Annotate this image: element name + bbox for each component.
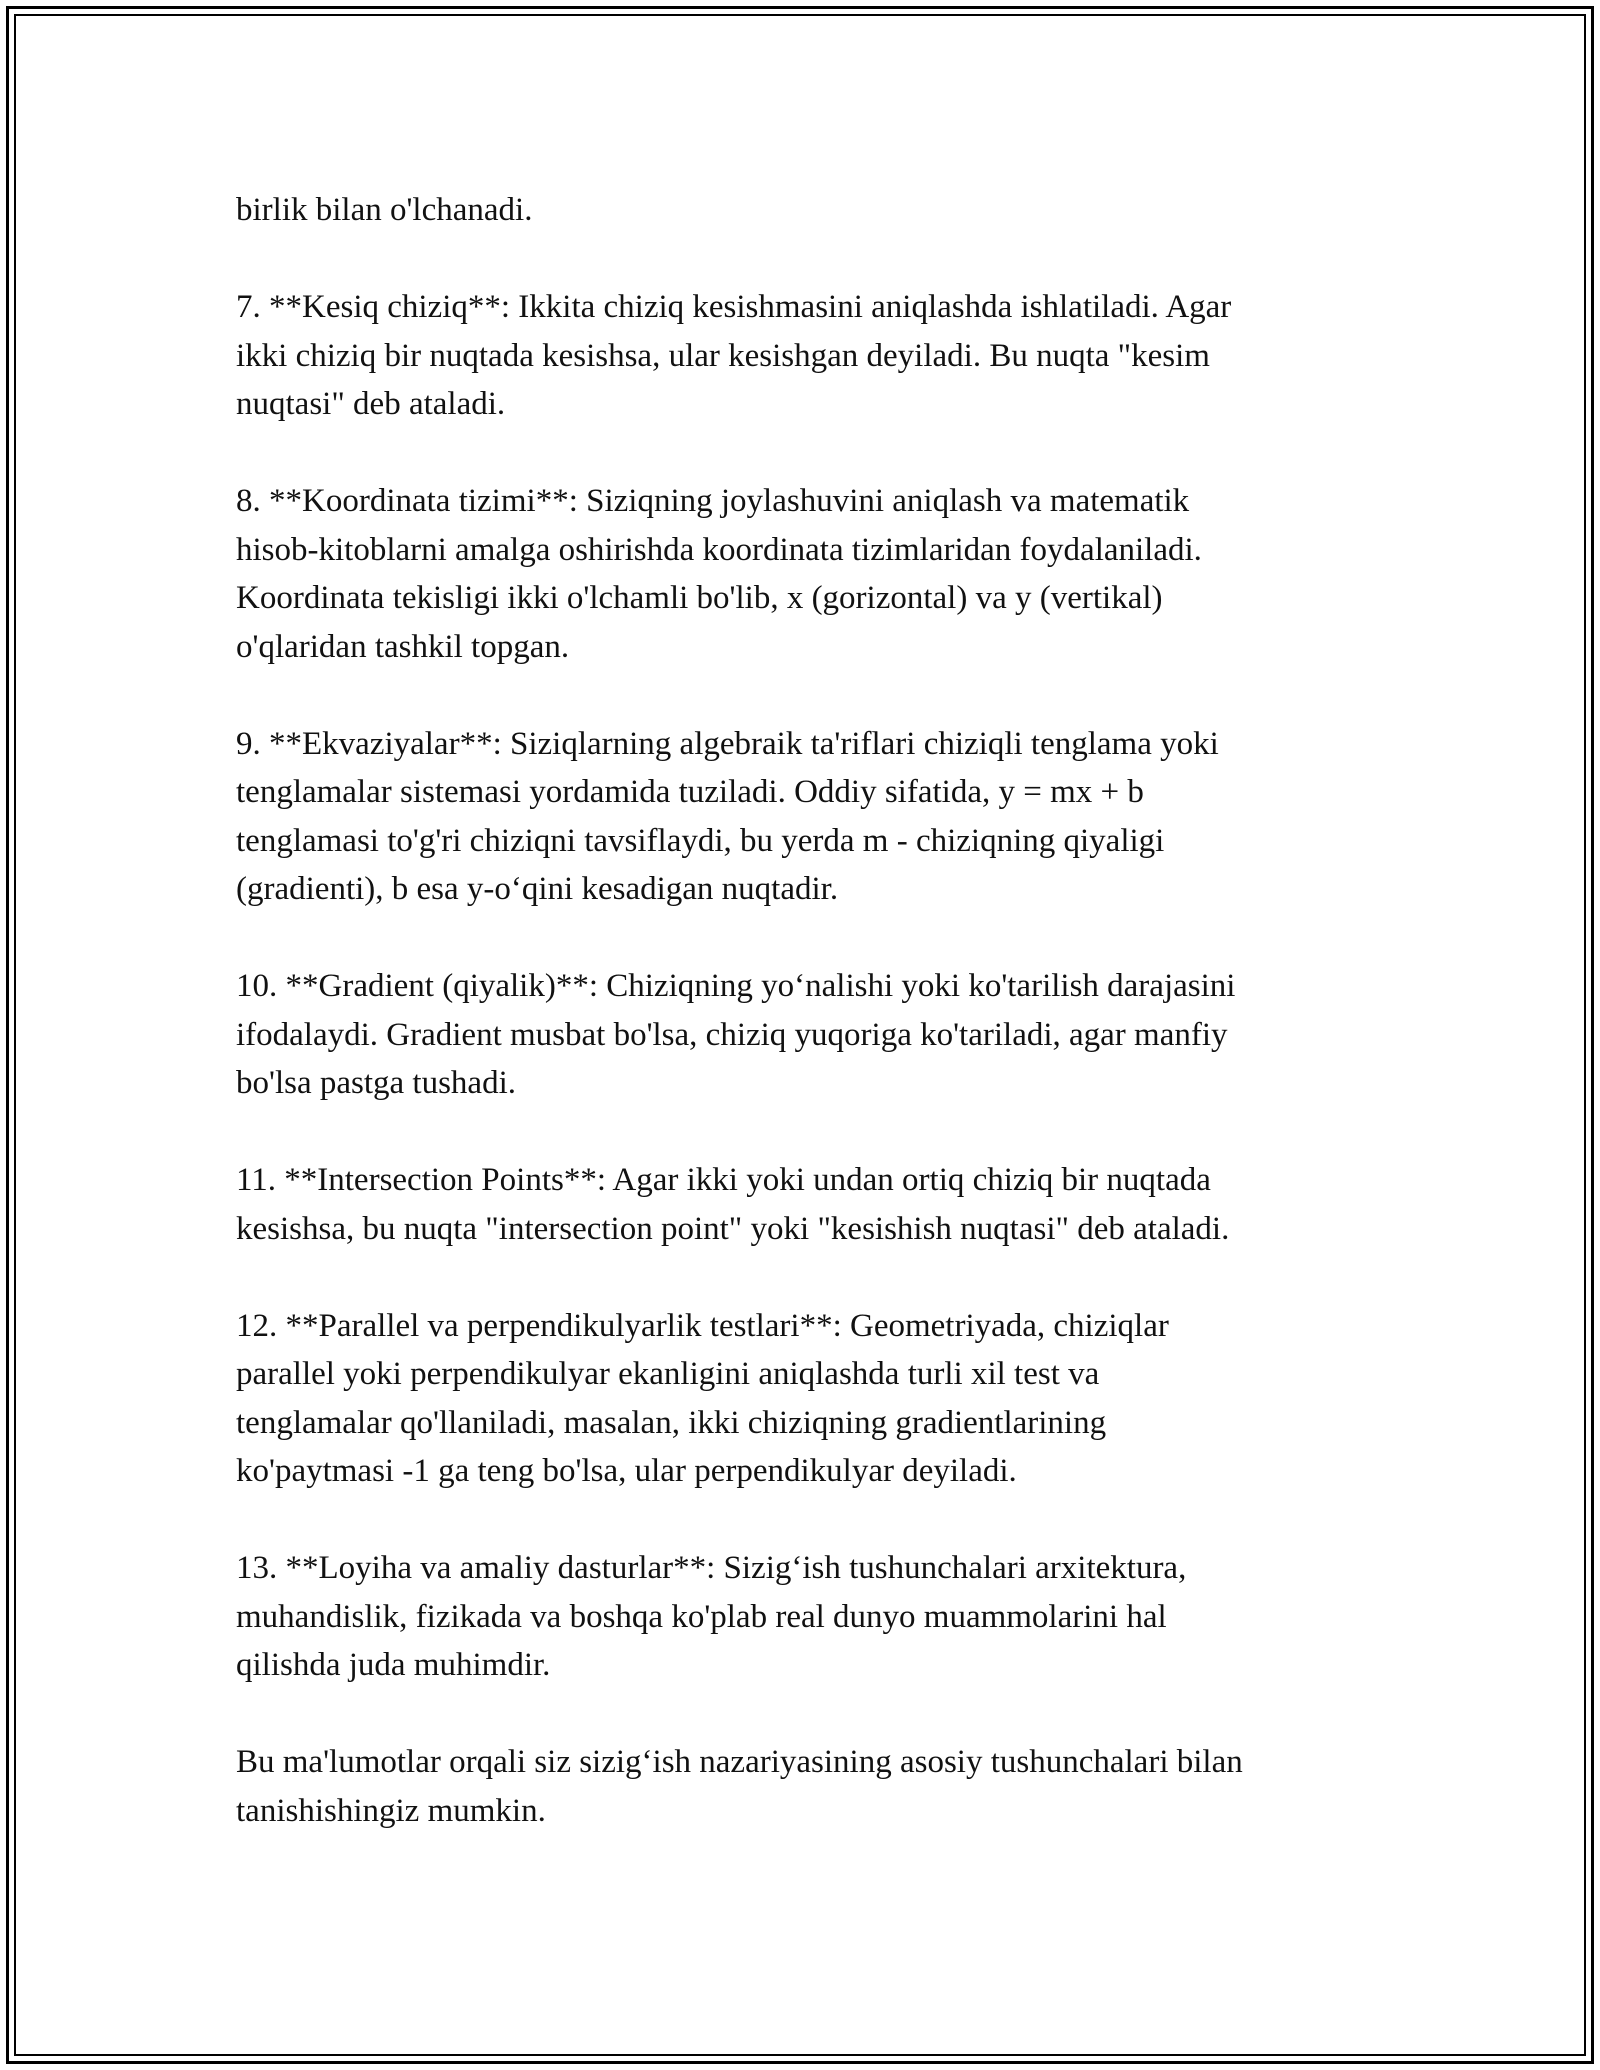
paragraph-item-12: 12. **Parallel va perpendikulyarlik testlari**: Geometriyada, chiziqlar parallel yoki perpendikulyar ekanligini aniqlashda turli xil test va tenglamalar qo'llaniladi, masalan, ikki chiziqning gradientlarining ko'paytmasi -1 ga teng bo'lsa, ular perpendikulyar deyiladi. (236, 1307, 1169, 1489)
paragraph-item-8: 8. **Koordinata tizimi**: Siziqning joylashuvini aniqlash va matematik hisob-kitoblarni amalga oshirishda koordinata tizimlaridan foydalaniladi. Koordinata tekisligi ikki o'lchamli bo'lib, x (gorizontal) va y (vertikal) o'qlaridan tashkil topgan. (236, 483, 1202, 665)
paragraph-item-10: 10. **Gradient (qiyalik)**: Chiziqning yo‘nalishi yoki ko'tarilish darajasini ifodalaydi. Gradient musbat bo'lsa, chiziq yuqoriga ko'tariladi, agar manfiy bo'lsa pastga tushadi. (236, 968, 1236, 1101)
paragraph-continuation: birlik bilan o'lchanadi. (236, 192, 533, 228)
paragraph-item-9: 9. **Ekvaziyalar**: Siziqlarning algebraik ta'riflari chiziqli tenglama yoki tenglamalar sistemasi yordamida tuziladi. Oddiy sifatida, y = mx + b tenglamasi to'g'ri chiziqni tavsiflaydi, bu yerda m - chiziqning qiyaligi (gradienti), b esa y-o‘qini kesadigan nuqtadir. (236, 725, 1219, 907)
paragraph-item-11: 11. **Intersection Points**: Agar ikki yoki undan ortiq chiziq bir nuqtada kesishsa, bu nuqta "intersection point" yoki "kesishish nuqtasi" deb ataladi. (236, 1162, 1230, 1247)
paragraph-conclusion: Bu ma'lumotlar orqali siz sizig‘ish nazariyasining asosiy tushunchalari bilan tanishishingiz mumkin. (236, 1744, 1243, 1829)
paragraph-item-13: 13. **Loyiha va amaliy dasturlar**: Sizig‘ish tushunchalari arxitektura, muhandislik, fizikada va boshqa ko'plab real dunyo muammolarini hal qilishda juda muhimdir. (236, 1550, 1187, 1683)
paragraph-item-7: 7. **Kesiq chiziq**: Ikkita chiziq kesishmasini aniqlashda ishlatiladi. Agar ikki chiziq bir nuqtada kesishsa, ular kesishgan deyiladi. Bu nuqta "kesim nuqtasi" deb ataladi. (236, 289, 1232, 422)
document-body (236, 186, 1366, 1884)
